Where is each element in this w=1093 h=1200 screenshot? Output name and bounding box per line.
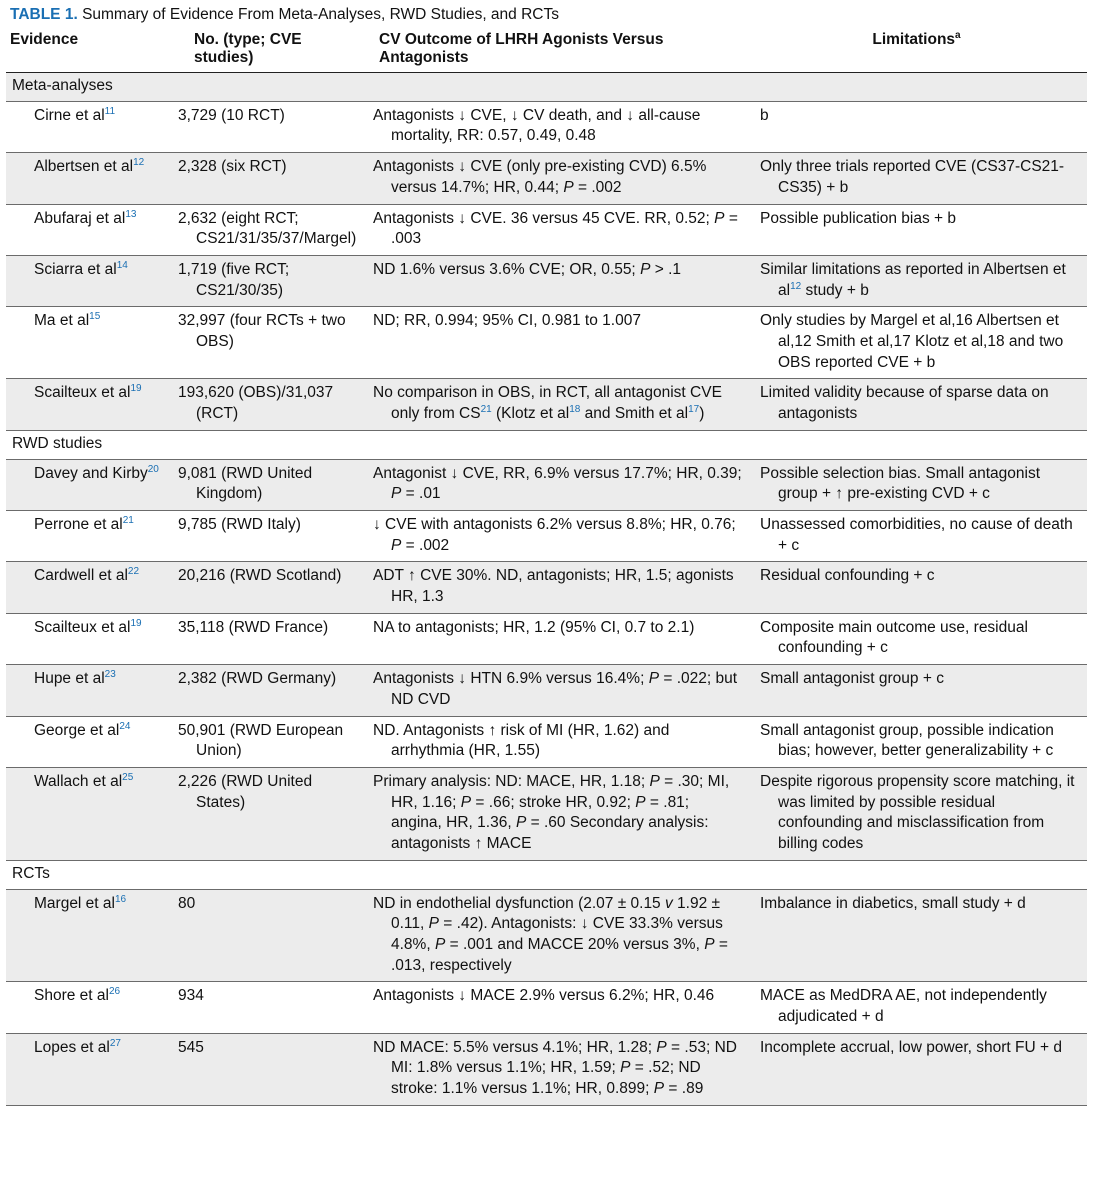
cell-limitations-text: Only three trials reported CVE (CS37-CS21-CS35) + b [760, 158, 1065, 196]
cell-outcome-text: Antagonists ↓ CVE (only pre-existing CVD) 6.5% versus 14.7%; HR, 0.44; P = .002 [373, 158, 707, 196]
cell-outcome [369, 459, 746, 510]
table-row [6, 307, 1087, 379]
cell-outcome [369, 982, 746, 1033]
cell-limitations-text: Possible publication bias + b [760, 209, 957, 227]
cell-limitations [746, 562, 1087, 613]
cell-count [174, 459, 369, 510]
cell-limitations [746, 204, 1087, 255]
cell-count [174, 204, 369, 255]
cell-limitations [746, 255, 1087, 306]
study-reference: 19 [130, 383, 142, 395]
cell-outcome [369, 153, 746, 204]
study-name: Margel et al [34, 894, 115, 912]
cell-count-text: 9,785 (RWD Italy) [178, 515, 301, 533]
study-reference: 23 [104, 669, 116, 681]
study-reference: 26 [108, 986, 121, 998]
cell-limitations [746, 716, 1087, 767]
cell-count [174, 889, 369, 982]
section-title: RWD studies [6, 430, 1087, 459]
cell-outcome [369, 255, 746, 306]
cell-outcome [369, 379, 746, 430]
study-reference: 27 [109, 1037, 121, 1049]
cell-study [6, 613, 174, 664]
study-reference: 12 [133, 157, 145, 169]
cell-count-text: 2,226 (RWD United States) [178, 772, 313, 811]
study-name: Perrone et al [34, 515, 123, 533]
cell-outcome-text: ↓ CVE with antagonists 6.2% versus 8.8%; HR, 0.76; P = .002 [373, 515, 736, 554]
cell-study [6, 101, 174, 152]
cell-limitations-text: Small antagonist group, possible indication bias; however, better generalizability + c [760, 721, 1054, 760]
cell-study [6, 889, 174, 982]
cell-count [174, 307, 369, 379]
table-caption [10, 6, 559, 24]
study-name: Sciarra et al [34, 260, 117, 278]
cell-study [6, 562, 174, 613]
header-outcome: CV Outcome of LHRH Agonists Versus Antagonists [369, 28, 746, 73]
study-name: Davey and Kirby [34, 464, 148, 482]
header-limitations [746, 28, 1087, 73]
cell-limitations-text: Possible selection bias. Small antagonist group + ↑ pre-existing CVD + c [760, 464, 1041, 503]
table-row [6, 204, 1087, 255]
cell-outcome-text: ND in endothelial dysfunction (2.07 ± 0.15 v 1.92 ± 0.11, P = .42). Antagonists: ↓ CVE 33.3% versus 4.8%, P = .001 and MACCE 20% versus 3%, P = .013, respectively [373, 894, 728, 974]
cell-count [174, 716, 369, 767]
table-row [6, 255, 1087, 306]
cell-limitations [746, 153, 1087, 204]
cell-count-text: 35,118 (RWD France) [178, 618, 329, 636]
cell-outcome [369, 204, 746, 255]
cell-limitations [746, 613, 1087, 664]
study-reference: 11 [104, 105, 116, 117]
cell-count-text: 934 [178, 987, 204, 1005]
cell-outcome-text: Antagonists ↓ CVE. 36 versus 45 CVE. RR, 0.52; P = .003 [373, 209, 738, 248]
cell-count [174, 101, 369, 152]
study-name: George et al [34, 721, 120, 739]
cell-count [174, 562, 369, 613]
cell-outcome-text: ND 1.6% versus 3.6% CVE; OR, 0.55; P > .1 [373, 260, 681, 278]
study-name: Lopes et al [34, 1038, 110, 1056]
cell-outcome [369, 101, 746, 152]
cell-outcome [369, 613, 746, 664]
table-body [6, 73, 1087, 1106]
study-name: Scailteux et al [34, 618, 131, 636]
study-reference: 13 [125, 208, 137, 220]
cell-study [6, 982, 174, 1033]
cell-count-text: 32,997 (four RCTs + two OBS) [178, 312, 346, 351]
cell-limitations-text: Composite main outcome use, residual confounding + c [760, 618, 1028, 657]
study-reference: 14 [116, 259, 128, 271]
cell-limitations-text: MACE as MedDRA AE, not independently adjudicated + d [760, 987, 1047, 1026]
table-row [6, 613, 1087, 664]
study-name: Scailteux et al [34, 384, 131, 402]
cell-count-text: 2,632 (eight RCT; CS21/31/35/37/Margel) [178, 209, 357, 248]
cell-study [6, 204, 174, 255]
cell-limitations-text: Only studies by Margel et al,16 Albertsen et al,12 Smith et al,17 Klotz et al,18 and two OBS reported CVE + b [760, 312, 1064, 371]
study-name: Ma et al [34, 312, 90, 330]
header-evidence: Evidence [6, 28, 174, 73]
cell-study [6, 716, 174, 767]
table-row [6, 982, 1087, 1033]
table-caption-text: Summary of Evidence From Meta-Analyses, RWD Studies, and RCTs [82, 6, 559, 23]
study-name: Cirne et al [34, 106, 105, 124]
header-limitations-text: Limitations [872, 31, 956, 48]
cell-study [6, 255, 174, 306]
cell-count [174, 1033, 369, 1105]
cell-outcome-text: Antagonists ↓ MACE 2.9% versus 6.2%; HR, 0.46 [373, 987, 715, 1005]
cell-study [6, 510, 174, 561]
table-row [6, 562, 1087, 613]
cell-limitations-text: Limited validity because of sparse data on antagonists [760, 384, 1049, 423]
cell-outcome-text: ND MACE: 5.5% versus 4.1%; HR, 1.28; P = .53; ND MI: 1.8% versus 1.1%; HR, 1.59; P = .52; ND stroke: 1.1% versus 1.1%; HR, 0.899; P = .89 [373, 1038, 737, 1098]
cell-outcome-text: Primary analysis: ND: MACE, HR, 1.18; P = .30; MI, HR, 1.16; P = .66; stroke HR, 0.92; P = .81; angina, HR, 1.36, P = .60 Secondary analysis: antagonists ↑ MACE [373, 772, 730, 853]
cell-limitations-text: Similar limitations as reported in Albertsen et al$^{12}$ study + b [760, 260, 1066, 299]
cell-outcome [369, 510, 746, 561]
cell-outcome-text: ADT ↑ CVE 30%. ND, antagonists; HR, 1.5; agonists HR, 1.3 [373, 567, 734, 606]
cell-outcome-text: Antagonists ↓ HTN 6.9% versus 16.4%; P = .022; but ND CVD [373, 670, 738, 708]
cell-outcome-text: ND. Antagonists ↑ risk of MI (HR, 1.62) and arrhythmia (HR, 1.55) [373, 721, 670, 760]
cell-count [174, 982, 369, 1033]
cell-limitations [746, 767, 1087, 860]
study-name: Cardwell et al [34, 567, 128, 585]
study-name: Albertsen et al [34, 158, 134, 176]
cell-study [6, 767, 174, 860]
cell-limitations [746, 307, 1087, 379]
section-row [6, 430, 1087, 459]
study-reference: 16 [114, 893, 127, 905]
evidence-table [6, 28, 1087, 1106]
cell-limitations [746, 510, 1087, 561]
cell-study [6, 153, 174, 204]
table-caption-label: TABLE 1. [10, 6, 78, 23]
cell-limitations [746, 1033, 1087, 1105]
cell-study [6, 665, 174, 716]
cell-study [6, 379, 174, 430]
cell-outcome [369, 1033, 746, 1105]
header-limitations-footnote: a [955, 30, 961, 41]
cell-outcome-text: Antagonist ↓ CVE, RR, 6.9% versus 17.7%; HR, 0.39; P = .01 [373, 464, 742, 503]
cell-limitations [746, 101, 1087, 152]
cell-limitations-text: Unassessed comorbidities, no cause of death + c [760, 515, 1073, 554]
cell-limitations [746, 459, 1087, 510]
cell-outcome-text: No comparison in OBS, in RCT, all antagonist CVE only from CS$^{21}$ (Klotz et al$^{18}$ and Smith et al$^{17}$) [373, 384, 722, 423]
study-reference: 22 [127, 566, 140, 578]
study-reference: 20 [147, 463, 159, 475]
cell-outcome [369, 307, 746, 379]
cell-limitations [746, 379, 1087, 430]
cell-count [174, 510, 369, 561]
cell-count-text: 20,216 (RWD Scotland) [178, 567, 342, 585]
cell-outcome-text: Antagonists ↓ CVE, ↓ CV death, and ↓ all-cause mortality, RR: 0.57, 0.49, 0.48 [373, 106, 701, 145]
table-row [6, 716, 1087, 767]
cell-limitations-text: Incomplete accrual, low power, short FU + d [760, 1038, 1062, 1056]
header-count: No. (type; CVE studies) [174, 28, 369, 73]
section-row [6, 860, 1087, 889]
cell-count [174, 665, 369, 716]
header-row [6, 28, 1087, 73]
section-title: RCTs [6, 860, 1087, 889]
study-name: Wallach et al [34, 772, 123, 790]
table-row [6, 459, 1087, 510]
cell-outcome-text: ND; RR, 0.994; 95% CI, 0.981 to 1.007 [373, 312, 641, 330]
cell-limitations-text: Small antagonist group + c [760, 670, 944, 688]
cell-outcome [369, 665, 746, 716]
table-row [6, 889, 1087, 982]
cell-count-text: 3,729 (10 RCT) [178, 106, 285, 124]
cell-count-text: 193,620 (OBS)/31,037 (RCT) [178, 384, 334, 423]
study-name: Abufaraj et al [34, 209, 126, 227]
cell-count [174, 255, 369, 306]
study-reference: 15 [89, 311, 101, 323]
study-name: Hupe et al [34, 670, 105, 688]
table-row [6, 153, 1087, 204]
cell-limitations [746, 889, 1087, 982]
section-title: Meta-analyses [6, 73, 1087, 102]
study-reference: 19 [130, 617, 142, 629]
table-row [6, 379, 1087, 430]
cell-count-text: 545 [178, 1038, 204, 1056]
cell-count-text: 80 [178, 894, 196, 912]
cell-limitations [746, 665, 1087, 716]
table-row [6, 767, 1087, 860]
table-row [6, 1033, 1087, 1105]
cell-outcome-text: NA to antagonists; HR, 1.2 (95% CI, 0.7 to 2.1) [373, 618, 695, 636]
cell-count [174, 613, 369, 664]
table-row [6, 101, 1087, 152]
cell-study [6, 1033, 174, 1105]
table-row [6, 665, 1087, 716]
cell-study [6, 307, 174, 379]
study-reference: 21 [122, 514, 134, 526]
cell-limitations [746, 982, 1087, 1033]
study-name: Shore et al [34, 987, 109, 1005]
cell-outcome [369, 716, 746, 767]
cell-count-text: 50,901 (RWD European Union) [178, 721, 344, 760]
cell-outcome [369, 889, 746, 982]
section-row [6, 73, 1087, 102]
cell-limitations-text: Residual confounding + c [760, 567, 935, 585]
cell-study [6, 459, 174, 510]
cell-count [174, 767, 369, 860]
cell-count [174, 379, 369, 430]
cell-count [174, 153, 369, 204]
study-reference: 25 [122, 771, 134, 783]
cell-count-text: 1,719 (five RCT; CS21/30/35) [178, 260, 290, 299]
cell-outcome [369, 767, 746, 860]
cell-limitations-text: Imbalance in diabetics, small study + d [760, 894, 1026, 912]
cell-count-text: 9,081 (RWD United Kingdom) [178, 464, 313, 503]
table-row [6, 510, 1087, 561]
cell-limitations-text: b [760, 106, 769, 124]
cell-count-text: 2,328 (six RCT) [178, 158, 287, 176]
study-reference: 24 [119, 720, 131, 732]
cell-limitations-text: Despite rigorous propensity score matching, it was limited by possible residual confounding and misclassification from billing codes [760, 772, 1075, 853]
cell-outcome [369, 562, 746, 613]
cell-count-text: 2,382 (RWD Germany) [178, 670, 337, 688]
